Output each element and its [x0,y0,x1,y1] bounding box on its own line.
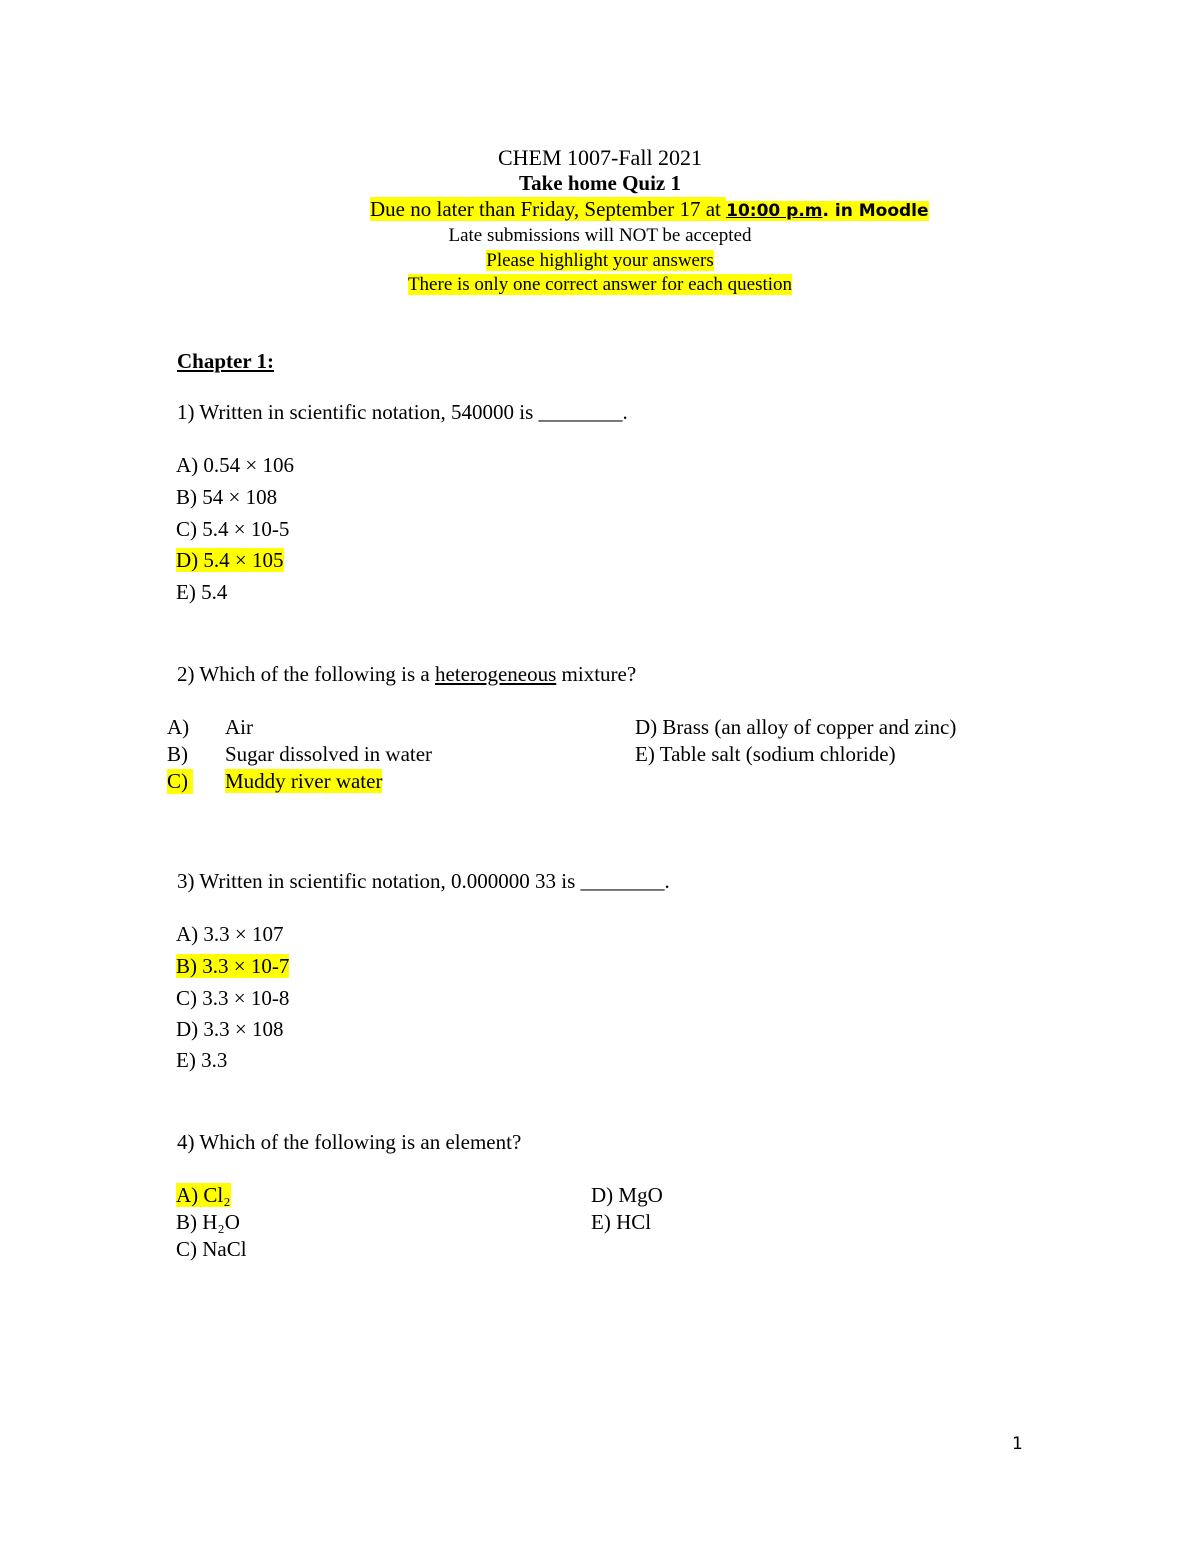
q3-option-a [176,922,284,947]
q2-option-d-letter: D) [635,715,658,739]
q2-option-d-text: Brass (an alloy of copper and zinc) [662,715,957,739]
q2-option-e-letter: E) [635,742,655,766]
q2-option-b-text: Sugar dissolved in water [225,742,433,766]
q2-option-c [167,769,382,794]
q2-option-c-letter: C) [167,769,193,794]
highlight-note-text: Please highlight your answers [486,250,714,271]
q3-option-c-text: C) 3.3 × 10-8 [176,986,290,1010]
q3-option-b-text: B) 3.3 × 10-7 [176,954,290,978]
quiz-title: Take home Quiz 1 [519,171,681,195]
q1-option-c [176,517,289,542]
q4-option-d-text: MgO [618,1183,663,1207]
question-1-stem: 1) Written in scientific notation, 540000 is ________. [177,400,628,424]
q1-option-e-text: E) 5.4 [176,580,228,604]
q2-option-e [635,742,896,767]
q4-option-c [176,1237,247,1262]
due-time: 10:00 p.m [726,201,823,221]
q2-stem-suffix: mixture? [556,662,637,686]
q4-option-c-letter: C) [176,1237,197,1261]
q4-option-a-text: Cl₂ [203,1183,231,1207]
q1-option-a [176,453,294,478]
q2-option-b [167,742,432,767]
q4-option-e-text: HCl [616,1210,652,1234]
question-3-stem: 3) Written in scientific notation, 0.000000 33 is ________. [177,869,670,893]
question-4-stem: 4) Which of the following is an element? [177,1130,522,1154]
q1-option-c-text: C) 5.4 × 10-5 [176,517,290,541]
q4-option-d [591,1183,663,1208]
highlight-note [0,250,1200,272]
q2-stem-underlined: heterogeneous [434,662,557,686]
q4-option-b-letter: B) [176,1210,197,1234]
q4-option-a-letter: A) [176,1183,199,1207]
q4-option-e-letter: E) [591,1210,611,1234]
q4-option-b [176,1210,240,1235]
q2-option-a-text: Air [225,715,253,739]
due-suffix: . in Moodle [822,201,929,221]
q1-option-e [176,580,227,605]
q1-option-b [176,485,277,510]
q2-option-c-text: Muddy river water [225,769,383,793]
due-prefix: Due no later than Friday, September 17 at [370,197,727,221]
q1-option-a-text: A) 0.54 × 106 [176,453,295,477]
q4-option-a [176,1183,231,1208]
q2-option-b-letter: B) [167,742,188,766]
q3-option-d [176,1017,284,1042]
course-title: CHEM 1007-Fall 2021 [497,145,703,170]
q3-option-a-text: A) 3.3 × 107 [176,922,284,946]
due-line [370,197,929,222]
q3-option-d-text: D) 3.3 × 108 [176,1017,284,1041]
q2-stem-prefix: 2) Which of the following is a [177,662,435,686]
q2-option-a [167,715,253,740]
q2-option-a-letter: A) [167,715,190,739]
late-note: Late submissions will NOT be accepted [448,225,752,246]
q3-option-b [176,954,289,979]
one-answer-note-text: There is only one correct answer for each question [407,274,793,295]
q2-option-e-text: Table salt (sodium chloride) [659,742,896,766]
q3-option-c [176,986,289,1011]
q4-option-b-text: H₂O [202,1210,240,1234]
chapter-heading: Chapter 1: [177,349,275,373]
q4-option-d-letter: D) [591,1183,614,1207]
q4-option-c-text: NaCl [202,1237,247,1261]
q3-option-e [176,1048,227,1073]
q1-option-d-text: D) 5.4 × 105 [176,548,284,572]
q4-option-e [591,1210,651,1235]
one-answer-note [0,274,1200,296]
q1-option-d [176,548,284,573]
question-2-stem [177,662,636,687]
page-number: 1 [1012,1434,1023,1454]
q3-option-e-text: E) 3.3 [176,1048,228,1072]
q2-option-d [635,715,956,740]
q1-option-b-text: B) 54 × 108 [176,485,278,509]
